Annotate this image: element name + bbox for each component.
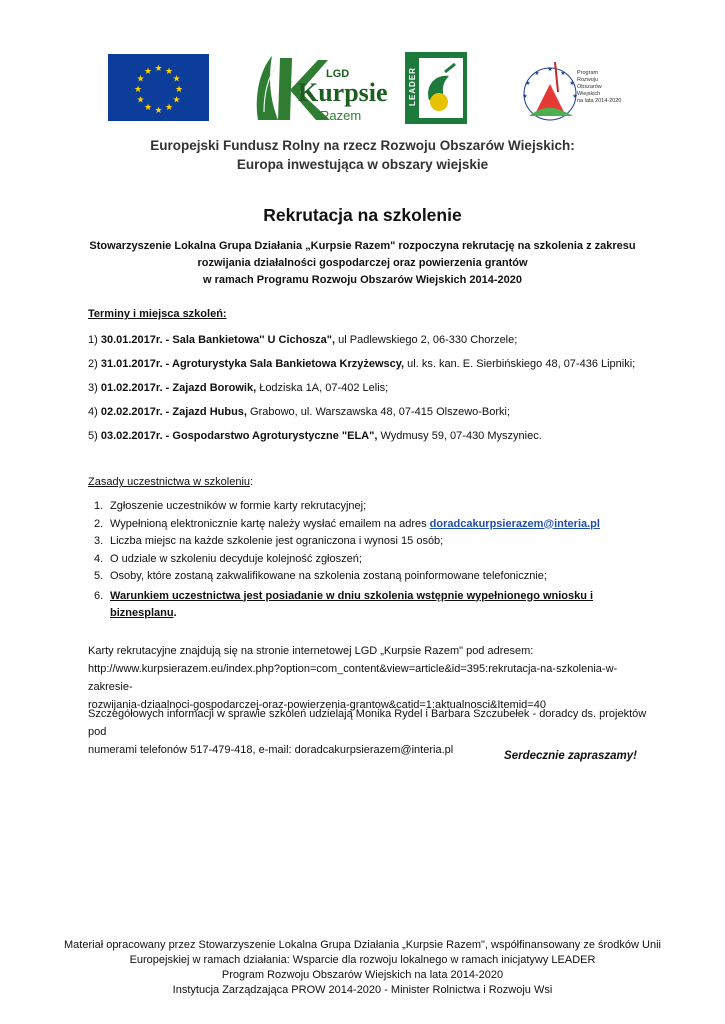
rule-text: O udziale w szkoleniu decyduje kolejność zgłoszeń;	[110, 552, 362, 565]
rule-text: Zgłoszenie uczestników w formie karty rekrutacyjnej;	[110, 500, 367, 512]
rule-text: Osoby, które zostaną zakwalifikowane na szkolenia zostaną poinformowane telefonicznie;	[110, 570, 547, 582]
paragraph-line: numerami telefonów 517-479-418, e-mail: doradcakurpsierazem@interia.pl	[88, 744, 454, 756]
svg-text:★: ★	[525, 80, 531, 87]
term-date-venue: 03.02.2017r. - Gospodarstwo Agroturystyczne "ELA",	[100, 430, 378, 442]
paragraph-line: Karty rekrutacyjne znajdują się na stronie internetowej LGD „Kurpsie Razem" pod adresem:	[88, 645, 534, 657]
rules-heading-colon: :	[250, 476, 254, 488]
intro-line: Stowarzyszenie Lokalna Grupa Działania „Kurpsie Razem" rozpoczyna rekrutację na szkolenia z zakresu	[89, 240, 636, 252]
funder-line: Europa inwestująca w obszary wiejskie	[236, 157, 489, 172]
svg-text:★: ★	[569, 80, 575, 87]
url-line: rozwijania-dziaalnoci-gospodarczej-oraz-powierzenia-grantow&catid=1:aktualnosci&Itemid=40	[88, 699, 546, 711]
rule-item	[88, 586, 628, 623]
term-address: Wydmusy 59, 07-430 Myszyniec.	[377, 430, 542, 442]
leader-logo	[405, 52, 467, 124]
svg-text:★: ★	[143, 103, 153, 113]
term-item	[88, 358, 635, 370]
prow-text-1: Program	[577, 70, 599, 76]
rule-number: 2.	[94, 517, 104, 530]
rule-item	[88, 568, 628, 586]
term-address: ul. ks. kan. E. Sierbińskiego 48, 07-436 Lipniki;	[404, 358, 636, 370]
rule-tail: .	[173, 607, 177, 619]
rule-item	[88, 551, 628, 569]
footer-line: Europejskiej w ramach działania: Wsparcie dla rozwoju lokalnego w ramach inicjatywy LEADER	[129, 954, 596, 966]
rules-heading	[88, 476, 253, 488]
footer	[0, 938, 725, 998]
svg-text:★: ★	[560, 70, 566, 77]
term-date-venue: 31.01.2017r. - Agroturystyka Sala Bankietowa Krzyżewscy,	[100, 358, 405, 370]
footer-line: Materiał opracowany przez Stowarzyszenie Lokalna Grupa Działania „Kurpsie Razem", współfinansowany ze środków Unii	[64, 939, 661, 951]
rule-number: 4.	[94, 552, 104, 565]
rule-item	[88, 533, 628, 551]
term-item	[88, 334, 517, 346]
svg-text:★: ★	[143, 67, 153, 77]
rule-number: 5.	[94, 570, 104, 582]
rule-number: 6.	[94, 589, 104, 602]
term-address: Grabowo, ul. Warszawska 48, 07-415 Olszewo-Borki;	[246, 406, 511, 418]
funder-statement	[0, 136, 725, 174]
term-item	[88, 382, 388, 394]
svg-text:★: ★	[174, 85, 184, 95]
term-item	[88, 406, 510, 418]
term-number: 3)	[88, 382, 101, 394]
page-title: Rekrutacja na szkolenie	[263, 205, 462, 225]
logo-bar	[0, 50, 725, 130]
term-date-venue: 30.01.2017r. - Sala Bankietowa'' U Cichosza",	[100, 334, 336, 346]
term-number: 1)	[88, 334, 101, 346]
kurpsie-lgd-text: LGD	[326, 68, 350, 80]
intro-text	[80, 238, 645, 289]
kurpsie-razem-logo	[250, 50, 388, 128]
svg-text:★: ★	[154, 64, 163, 74]
term-number: 4)	[88, 406, 101, 418]
prow-text-4: Wiejskich	[577, 91, 601, 97]
kurpsie-name-text: Kurpsie	[298, 78, 388, 107]
svg-text:★: ★	[136, 95, 145, 106]
prow-logo	[515, 54, 625, 124]
term-date-venue: 02.02.2017r. - Zajazd Hubus,	[100, 406, 247, 418]
term-item	[88, 430, 542, 442]
rules-heading-text: Zasady uczestnictwa w szkoleniu	[88, 476, 251, 488]
svg-text:★: ★	[572, 93, 578, 100]
rule-item	[88, 516, 628, 534]
leader-text: LEADER	[407, 67, 417, 106]
svg-text:★: ★	[172, 95, 181, 106]
prow-text-5: na lata 2014-2020	[577, 98, 622, 104]
kurpsie-sub-text: Razem	[320, 108, 362, 123]
term-address: Łodziska 1A, 07-402 Lelis;	[256, 382, 389, 394]
closing-text: Serdecznie zapraszamy!	[504, 750, 637, 762]
funder-line: Europejski Fundusz Rolny na rzecz Rozwoju Obszarów Wiejskich:	[150, 138, 575, 153]
rule-number: 1.	[94, 500, 104, 512]
paragraph-line: Szczegółowych informacji w sprawie szkoleń udzielają Monika Rydel i Barbara Szczubełek - doradcy ds. projektów pod	[88, 708, 647, 738]
registration-cards-paragraph	[88, 642, 648, 714]
rule-text-emphasis: Warunkiem uczestnictwa jest posiadanie w dniu szkolenia wstępnie wypełnionego wniosku i biznesplanu	[110, 589, 594, 619]
svg-text:★: ★	[133, 85, 143, 95]
svg-text:★: ★	[522, 93, 528, 100]
svg-text:★: ★	[136, 74, 145, 85]
term-number: 5)	[88, 430, 101, 442]
footer-line: Instytucja Zarządzająca PROW 2014-2020 - Minister Rolnictwa i Rozwoju Wsi	[172, 984, 553, 996]
svg-text:★: ★	[164, 103, 174, 113]
term-address: ul Padlewskiego 2, 06-330 Chorzele;	[335, 334, 518, 346]
footer-line: Program Rozwoju Obszarów Wiejskich na lata 2014-2020	[221, 969, 504, 981]
url-line: http://www.kurpsierazem.eu/index.php?option=com_content&view=article&id=395:rekrutacja-na-szkolenia-w-zakresie-	[88, 663, 618, 693]
intro-line: rozwijania działalności gospodarczej oraz powierzenia grantów	[197, 257, 528, 269]
email-link[interactable]: doradcakurpsierazem@interia.pl	[429, 517, 600, 530]
terms-heading: Terminy i miejsca szkoleń:	[88, 308, 227, 320]
rule-number: 3.	[94, 535, 104, 547]
intro-line: w ramach Programu Rozwoju Obszarów Wiejskich 2014-2020	[202, 274, 522, 286]
eu-flag-logo	[108, 54, 209, 121]
svg-text:★: ★	[154, 106, 163, 116]
rule-text: Wypełnioną elektronicznie kartę należy wysłać emailem na adres	[110, 517, 430, 530]
svg-text:★: ★	[172, 74, 181, 85]
svg-text:★: ★	[547, 66, 553, 73]
rule-item	[88, 498, 628, 516]
rules-list	[88, 498, 628, 623]
prow-text-3: Obszarów	[577, 84, 602, 90]
term-number: 2)	[88, 358, 101, 370]
svg-text:★: ★	[164, 67, 174, 77]
svg-text:★: ★	[534, 70, 540, 77]
prow-text-2: Rozwoju	[577, 77, 599, 83]
term-date-venue: 01.02.2017r. - Zajazd Borowik,	[100, 382, 257, 394]
rule-text: Liczba miejsc na każde szkolenie jest ograniczona i wynosi 15 osób;	[110, 535, 444, 547]
